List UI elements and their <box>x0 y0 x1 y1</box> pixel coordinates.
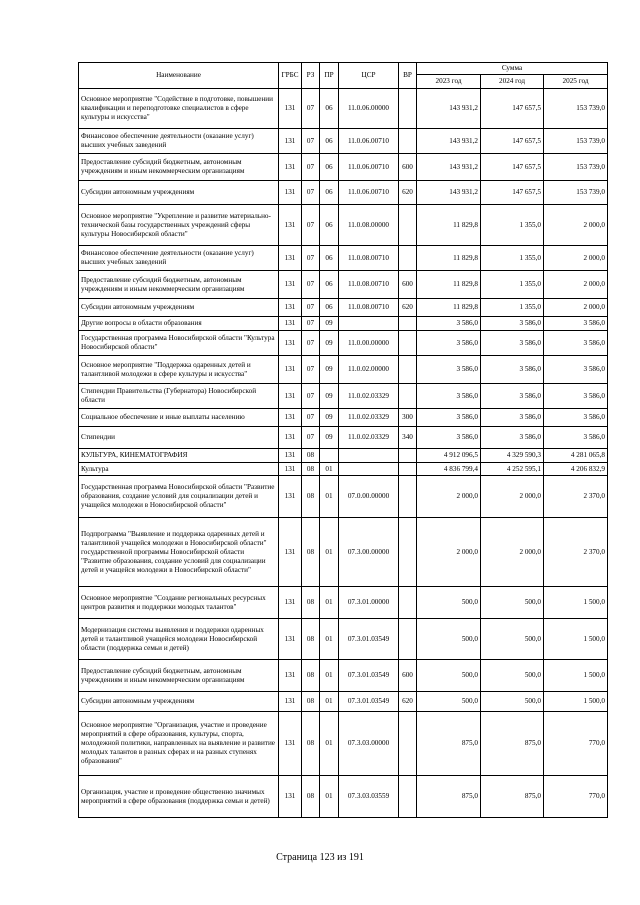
cell-vr <box>399 246 417 271</box>
cell-grbs: 131 <box>279 154 302 181</box>
cell-2023: 2 000,0 <box>417 476 481 518</box>
cell-2025: 3 586,0 <box>544 384 608 409</box>
page-number: Страница 123 из 191 <box>276 852 364 863</box>
cell-2023: 4 912 096,5 <box>417 449 481 463</box>
cell-csr: 11.0.06.00710 <box>339 154 399 181</box>
cell-csr: 11.0.06.00710 <box>339 181 399 205</box>
header-year-2024: 2024 год <box>481 75 544 89</box>
cell-vr: 600 <box>399 271 417 299</box>
cell-pr: 01 <box>320 476 339 518</box>
table-row <box>79 246 608 271</box>
cell-vr <box>399 89 417 129</box>
cell-2025: 770,0 <box>544 776 608 818</box>
cell-vr: 300 <box>399 409 417 427</box>
budget-table <box>78 62 608 818</box>
cell-2024: 3 586,0 <box>481 384 544 409</box>
cell-csr: 11.0.00.00000 <box>339 331 399 356</box>
cell-pr: 06 <box>320 89 339 129</box>
cell-grbs: 131 <box>279 89 302 129</box>
cell-pr: 06 <box>320 129 339 154</box>
cell-2023: 11 829,8 <box>417 299 481 317</box>
cell-2023: 2 000,0 <box>417 518 481 587</box>
table-row <box>79 409 608 427</box>
cell-vr <box>399 205 417 246</box>
cell-2023: 500,0 <box>417 619 481 660</box>
cell-grbs: 131 <box>279 619 302 660</box>
cell-pr: 06 <box>320 181 339 205</box>
cell-2024: 1 355,0 <box>481 246 544 271</box>
cell-name: КУЛЬТУРА, КИНЕМАТОГРАФИЯ <box>79 449 279 463</box>
table-row <box>79 712 608 776</box>
header-name: Наименование <box>79 63 279 89</box>
cell-2025: 1 500,0 <box>544 660 608 692</box>
cell-grbs: 131 <box>279 129 302 154</box>
cell-pr: 09 <box>320 317 339 331</box>
cell-pr: 01 <box>320 619 339 660</box>
cell-name: Государственная программа Новосибирской области "Культура Новосибирской области" <box>79 331 279 356</box>
cell-2024: 500,0 <box>481 587 544 619</box>
cell-pr: 01 <box>320 660 339 692</box>
cell-name: Основное мероприятие "Укрепление и развитие материально-технической базы государственных учреждений сферы культуры Новосибирской области" <box>79 205 279 246</box>
cell-rz: 08 <box>302 518 320 587</box>
table-row <box>79 587 608 619</box>
cell-csr: 11.0.08.00710 <box>339 246 399 271</box>
header-vr: ВР <box>399 63 417 89</box>
cell-grbs: 131 <box>279 205 302 246</box>
cell-2023: 3 586,0 <box>417 356 481 384</box>
cell-csr <box>339 317 399 331</box>
cell-grbs: 131 <box>279 356 302 384</box>
cell-csr: 07.3.01.03549 <box>339 660 399 692</box>
cell-2023: 143 931,2 <box>417 89 481 129</box>
cell-vr <box>399 587 417 619</box>
cell-vr: 620 <box>399 181 417 205</box>
cell-2025: 1 500,0 <box>544 587 608 619</box>
header-year-2023: 2023 год <box>417 75 481 89</box>
cell-2023: 3 586,0 <box>417 384 481 409</box>
cell-pr: 06 <box>320 246 339 271</box>
cell-pr: 01 <box>320 712 339 776</box>
cell-2024: 3 586,0 <box>481 409 544 427</box>
table-row <box>79 331 608 356</box>
cell-vr: 600 <box>399 154 417 181</box>
cell-csr: 11.0.02.03329 <box>339 384 399 409</box>
cell-vr <box>399 356 417 384</box>
cell-grbs: 131 <box>279 331 302 356</box>
cell-rz: 07 <box>302 427 320 449</box>
cell-pr <box>320 449 339 463</box>
cell-csr: 11.0.02.03329 <box>339 427 399 449</box>
cell-name: Субсидии автономным учреждениям <box>79 299 279 317</box>
cell-vr <box>399 619 417 660</box>
cell-2025: 3 586,0 <box>544 317 608 331</box>
table-body <box>79 89 608 818</box>
cell-rz: 08 <box>302 463 320 476</box>
cell-2023: 11 829,8 <box>417 205 481 246</box>
table-row <box>79 299 608 317</box>
cell-2025: 4 206 832,9 <box>544 463 608 476</box>
cell-rz: 07 <box>302 384 320 409</box>
cell-pr: 09 <box>320 356 339 384</box>
cell-name: Подпрограмма "Выявление и поддержка одаренных детей и талантливой учащейся молодежи в Новосибирской области" государственной программы Новосибирской области "Развитие образования, создание условий для социализации детей и учащейся молодежи в Новосибирской области" <box>79 518 279 587</box>
cell-2024: 2 000,0 <box>481 476 544 518</box>
cell-2025: 2 000,0 <box>544 205 608 246</box>
cell-2024: 875,0 <box>481 712 544 776</box>
cell-2023: 500,0 <box>417 587 481 619</box>
cell-2023: 3 586,0 <box>417 317 481 331</box>
cell-rz: 07 <box>302 271 320 299</box>
cell-rz: 08 <box>302 619 320 660</box>
table-row <box>79 89 608 129</box>
cell-2024: 2 000,0 <box>481 518 544 587</box>
cell-pr: 09 <box>320 427 339 449</box>
table-row <box>79 181 608 205</box>
cell-2025: 1 500,0 <box>544 692 608 712</box>
cell-vr: 620 <box>399 299 417 317</box>
cell-vr <box>399 463 417 476</box>
table-row <box>79 317 608 331</box>
cell-csr: 11.0.06.00000 <box>339 89 399 129</box>
cell-2024: 147 657,5 <box>481 154 544 181</box>
cell-2023: 143 931,2 <box>417 181 481 205</box>
cell-vr <box>399 712 417 776</box>
cell-csr: 11.0.08.00710 <box>339 271 399 299</box>
cell-name: Субсидии автономным учреждениям <box>79 692 279 712</box>
cell-2024: 500,0 <box>481 692 544 712</box>
cell-vr <box>399 129 417 154</box>
table-row <box>79 776 608 818</box>
cell-grbs: 131 <box>279 384 302 409</box>
cell-2023: 3 586,0 <box>417 409 481 427</box>
cell-csr: 11.0.08.00000 <box>339 205 399 246</box>
table-row <box>79 660 608 692</box>
cell-name: Субсидии автономным учреждениям <box>79 181 279 205</box>
cell-vr <box>399 476 417 518</box>
cell-rz: 07 <box>302 246 320 271</box>
cell-2023: 4 836 799,4 <box>417 463 481 476</box>
cell-grbs: 131 <box>279 712 302 776</box>
cell-grbs: 131 <box>279 449 302 463</box>
cell-grbs: 131 <box>279 660 302 692</box>
cell-vr: 600 <box>399 660 417 692</box>
cell-2025: 153 739,0 <box>544 154 608 181</box>
table-row <box>79 129 608 154</box>
cell-csr: 07.3.01.03549 <box>339 692 399 712</box>
cell-rz: 08 <box>302 476 320 518</box>
cell-2024: 500,0 <box>481 619 544 660</box>
cell-csr: 07.3.03.00000 <box>339 712 399 776</box>
cell-name: Культура <box>79 463 279 476</box>
cell-rz: 07 <box>302 181 320 205</box>
table-row <box>79 205 608 246</box>
cell-2025: 2 000,0 <box>544 246 608 271</box>
cell-name: Основное мероприятие "Создание региональных ресурсных центров развития и поддержки молодых талантов" <box>79 587 279 619</box>
cell-csr <box>339 449 399 463</box>
cell-name: Организация, участие и проведение общественно значимых мероприятий в сфере образования (поддержка семьи и детей) <box>79 776 279 818</box>
cell-rz: 08 <box>302 587 320 619</box>
cell-csr <box>339 463 399 476</box>
cell-rz: 07 <box>302 89 320 129</box>
cell-csr: 07.0.00.00000 <box>339 476 399 518</box>
cell-name: Стипендии Правительства (Губернатора) Новосибирской области <box>79 384 279 409</box>
table-row <box>79 463 608 476</box>
cell-2025: 1 500,0 <box>544 619 608 660</box>
cell-2023: 11 829,8 <box>417 246 481 271</box>
cell-csr: 07.3.01.03549 <box>339 619 399 660</box>
cell-2025: 2 370,0 <box>544 518 608 587</box>
cell-rz: 07 <box>302 205 320 246</box>
cell-vr <box>399 331 417 356</box>
cell-name: Основное мероприятие "Поддержка одаренных детей и талантливой молодежи в сфере культуры и искусства" <box>79 356 279 384</box>
cell-rz: 08 <box>302 660 320 692</box>
table-row <box>79 384 608 409</box>
cell-vr <box>399 449 417 463</box>
cell-grbs: 131 <box>279 181 302 205</box>
cell-vr: 620 <box>399 692 417 712</box>
cell-grbs: 131 <box>279 317 302 331</box>
cell-name: Предоставление субсидий бюджетным, автономным учреждениям и иным некоммерческим организациям <box>79 154 279 181</box>
cell-rz: 07 <box>302 356 320 384</box>
cell-grbs: 131 <box>279 476 302 518</box>
cell-2024: 500,0 <box>481 660 544 692</box>
cell-rz: 08 <box>302 712 320 776</box>
cell-pr: 01 <box>320 518 339 587</box>
table-row <box>79 619 608 660</box>
cell-2023: 500,0 <box>417 660 481 692</box>
cell-rz: 07 <box>302 129 320 154</box>
cell-name: Предоставление субсидий бюджетным, автономным учреждениям и иным некоммерческим организациям <box>79 660 279 692</box>
cell-vr <box>399 317 417 331</box>
cell-csr: 07.3.01.00000 <box>339 587 399 619</box>
cell-rz: 08 <box>302 692 320 712</box>
cell-name: Предоставление субсидий бюджетным, автономным учреждениям и иным некоммерческим организациям <box>79 271 279 299</box>
table-row <box>79 271 608 299</box>
cell-rz: 08 <box>302 449 320 463</box>
cell-name: Финансовое обеспечение деятельности (оказание услуг) высших учебных заведений <box>79 129 279 154</box>
cell-2025: 3 586,0 <box>544 427 608 449</box>
cell-2023: 875,0 <box>417 712 481 776</box>
cell-vr <box>399 518 417 587</box>
cell-2025: 3 586,0 <box>544 356 608 384</box>
cell-rz: 07 <box>302 299 320 317</box>
cell-2023: 143 931,2 <box>417 154 481 181</box>
cell-2025: 2 000,0 <box>544 271 608 299</box>
cell-csr: 07.3.03.03559 <box>339 776 399 818</box>
cell-name: Основное мероприятие "Организация, участие и проведение мероприятий в сфере образования, культуры, спорта, молодежной политики, направленных на выявление и развитие молодых талантов в разных сферах и на разных ступенях образования" <box>79 712 279 776</box>
cell-name: Другие вопросы в области образования <box>79 317 279 331</box>
cell-2025: 4 281 065,8 <box>544 449 608 463</box>
cell-name: Государственная программа Новосибирской области "Развитие образования, создание условий для социализации детей и учащейся молодежи в Новосибирской области" <box>79 476 279 518</box>
cell-pr: 06 <box>320 299 339 317</box>
cell-2024: 3 586,0 <box>481 331 544 356</box>
cell-csr: 11.0.06.00710 <box>339 129 399 154</box>
cell-name: Социальное обеспечение и иные выплаты населению <box>79 409 279 427</box>
cell-2023: 500,0 <box>417 692 481 712</box>
cell-2023: 11 829,8 <box>417 271 481 299</box>
cell-pr: 01 <box>320 587 339 619</box>
cell-grbs: 131 <box>279 299 302 317</box>
cell-2023: 875,0 <box>417 776 481 818</box>
cell-2024: 147 657,5 <box>481 129 544 154</box>
cell-name: Модернизация системы выявления и поддержки одаренных детей и талантливой учащейся молодежи Новосибирской области (поддержка семьи и детей) <box>79 619 279 660</box>
cell-pr: 09 <box>320 331 339 356</box>
cell-2025: 153 739,0 <box>544 89 608 129</box>
cell-2024: 147 657,5 <box>481 89 544 129</box>
cell-csr: 11.0.02.00000 <box>339 356 399 384</box>
cell-rz: 07 <box>302 331 320 356</box>
cell-2023: 143 931,2 <box>417 129 481 154</box>
cell-pr: 01 <box>320 463 339 476</box>
header-grbs: ГРБС <box>279 63 302 89</box>
cell-2025: 153 739,0 <box>544 129 608 154</box>
cell-pr: 01 <box>320 692 339 712</box>
cell-grbs: 131 <box>279 246 302 271</box>
cell-2025: 2 000,0 <box>544 299 608 317</box>
cell-2024: 875,0 <box>481 776 544 818</box>
cell-rz: 08 <box>302 776 320 818</box>
table-header <box>79 63 608 89</box>
header-sum: Сумма <box>417 63 608 75</box>
cell-pr: 09 <box>320 409 339 427</box>
header-year-2025: 2025 год <box>544 75 608 89</box>
cell-2024: 4 329 590,3 <box>481 449 544 463</box>
header-pr: ПР <box>320 63 339 89</box>
table-row <box>79 427 608 449</box>
cell-rz: 07 <box>302 317 320 331</box>
cell-pr: 06 <box>320 154 339 181</box>
cell-grbs: 131 <box>279 692 302 712</box>
cell-name: Стипендии <box>79 427 279 449</box>
cell-2023: 3 586,0 <box>417 427 481 449</box>
cell-2024: 1 355,0 <box>481 205 544 246</box>
cell-rz: 07 <box>302 154 320 181</box>
cell-grbs: 131 <box>279 427 302 449</box>
cell-vr <box>399 384 417 409</box>
cell-grbs: 131 <box>279 518 302 587</box>
cell-2025: 3 586,0 <box>544 409 608 427</box>
cell-name: Основное мероприятие "Содействие в подготовке, повышении квалификации и переподготовке специалистов в сфере культуры и искусства" <box>79 89 279 129</box>
cell-2024: 3 586,0 <box>481 427 544 449</box>
header-rz: РЗ <box>302 63 320 89</box>
cell-2024: 1 355,0 <box>481 271 544 299</box>
table-row <box>79 356 608 384</box>
cell-grbs: 131 <box>279 271 302 299</box>
cell-2025: 770,0 <box>544 712 608 776</box>
cell-grbs: 131 <box>279 409 302 427</box>
cell-2025: 153 739,0 <box>544 181 608 205</box>
cell-grbs: 131 <box>279 587 302 619</box>
cell-rz: 07 <box>302 409 320 427</box>
table-row <box>79 518 608 587</box>
cell-2024: 1 355,0 <box>481 299 544 317</box>
table-row <box>79 154 608 181</box>
cell-csr: 07.3.00.00000 <box>339 518 399 587</box>
cell-pr: 09 <box>320 384 339 409</box>
cell-csr: 11.0.02.03329 <box>339 409 399 427</box>
cell-pr: 06 <box>320 205 339 246</box>
table-row <box>79 692 608 712</box>
cell-pr: 01 <box>320 776 339 818</box>
cell-2024: 147 657,5 <box>481 181 544 205</box>
cell-name: Финансовое обеспечение деятельности (оказание услуг) высших учебных заведений <box>79 246 279 271</box>
table-row <box>79 476 608 518</box>
cell-2025: 2 370,0 <box>544 476 608 518</box>
cell-2023: 3 586,0 <box>417 331 481 356</box>
cell-vr <box>399 776 417 818</box>
cell-grbs: 131 <box>279 463 302 476</box>
cell-grbs: 131 <box>279 776 302 818</box>
cell-csr: 11.0.08.00710 <box>339 299 399 317</box>
cell-2024: 3 586,0 <box>481 356 544 384</box>
table-row <box>79 449 608 463</box>
header-csr: ЦСР <box>339 63 399 89</box>
cell-pr: 06 <box>320 271 339 299</box>
cell-2024: 3 586,0 <box>481 317 544 331</box>
cell-2025: 3 586,0 <box>544 331 608 356</box>
cell-vr: 340 <box>399 427 417 449</box>
cell-2024: 4 252 595,1 <box>481 463 544 476</box>
